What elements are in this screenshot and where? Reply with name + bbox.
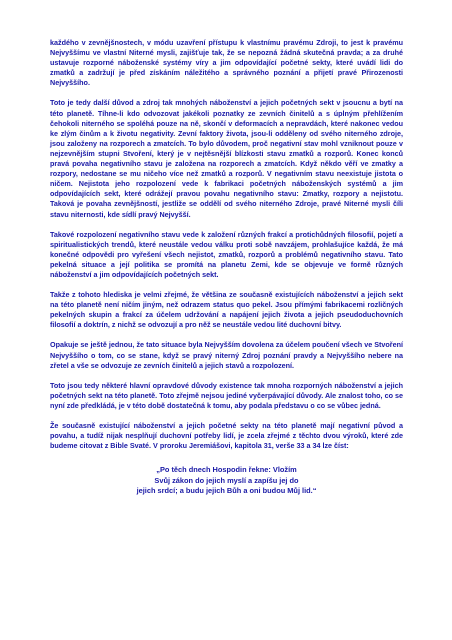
paragraph-1: každého v zevnějšnostech, v módu uzavření přístupu k vlastnímu pravému Zdroji, to jest k pravému Nejvyššímu ve vlastní Niterné mysli, zajišťuje tak, že se nepozná žádná skutečná pravda; a za druhé ustavuje rozporné náboženské systémy víry a jim odpovídající početné sekty, které uvádí lidi do zmatků a zadržují je před získáním náležitého a správného poznání a přijetí pravé Přirozenosti Nejvyššího. — [50, 38, 403, 88]
document-body — [50, 38, 403, 497]
bible-quote — [50, 465, 403, 496]
quote-line-1: „Po těch dnech Hospodin řekne: Vložím — [156, 465, 297, 475]
paragraph-5: Opakuje se ještě jednou, že tato situace byla Nejvyšším dovolena za účelem poučení všech ve Stvoření Nejvyššího o tom, co se stane, když se pravý niterný Zdroj poznání pravdy a Nejvyššího nebere na zřetel a vše se odvozuje ze zevních činitelů a jejich stavů a rozpolození. — [50, 340, 403, 370]
quote-line-2: Svůj zákon do jejich myslí a zapíšu jej do — [154, 475, 299, 485]
paragraph-7: Že současně existující náboženství a jejich početné sekty na této planetě mají negativní původ a povahu, a tudíž nijak nesplňují duchovní potřeby lidí, je zcela zřejmé z těchto dvou výroků, které zde budeme citovat z Bible Svaté. V proroku Jeremiášovi, kapitola 31, verše 33 a 34 lze číst: — [50, 421, 403, 451]
paragraph-4: Takže z tohoto hlediska je velmi zřejmé, že většina ze současně existujících náboženství a jejich sekt na této planetě není ničím jiným, než odrazem status quo pekel. Jsou přímými fabrikacemi rozličných pekelných skupin a frakcí za účelem udržování a napájení jejich života a jejich pseudoduchovních filosofií a doktrín, z nichž se odvozují a pro něž se neustále vedou lité duchovní bitvy. — [50, 290, 403, 330]
paragraph-3: Takové rozpolození negativního stavu vede k založení různých frakcí a protichůdných filosofií, pojetí a spiritualistických trendů, které neustále vedou válku proti sobě navzájem, prohlašujíce každá, že má konečné odpovědi pro vyřešení všech nejistot, zmatků, rozporů a problémů negativního stavu. Tato pekelná situace a její politika se promítá na planetu Zemi, kde se objevuje ve formě různých náboženství a jim odpovídajících početných sekt. — [50, 229, 403, 279]
quote-line-3: jejich srdcí; a budu jejich Bůh a oni budou Můj lid.“ — [136, 486, 317, 496]
paragraph-6: Toto jsou tedy některé hlavní opravdové důvody existence tak mnoha rozporných náboženství a jejich početných sekt na této planetě. Toto zřejmě nejsou jediné vyčerpávající důvody. Ale znalost toho, co se nyní zde předkládá, je v této době dostatečná k tomu, aby podala představu o co se vůbec jedná. — [50, 380, 403, 410]
paragraph-2: Toto je tedy další důvod a zdroj tak mnohých náboženství a jejich početných sekt v jsoucnu a bytí na této planetě. Tíhne-li kdo odvozovat jakékoli poznatky ze zevních činitelů a s úplným přehlížením čehokoli niterného se spoléhá pouze na ně, skončí v deformacích a nepravdách, které nakonec vedou ke zlým činům a k životu negativity. Zevní faktory života, jsou-li odděleny od svého niterného zdroje, jsou založeny na rozporech a zmatcích. To bylo důvodem, proč negativní stav mohl vzniknout pouze v nejzevnějším stupni Stvoření, který je v nejtěsnější blízkosti stavu zmatků a rozporů. Konec konců pravá povaha negativního stavu je založena na rozporech a zmatcích. Když někdo věří ve zmatky a rozpory, nedostane se mu ničeho více než zmatků a rozporů. V negativním stavu neexistuje jistota o ničem. Nejistota jeho rozpolození vede k fabrikaci početných náboženských systémů a jim odpovídajících sekt, které odrážejí pravou povahu negativního stavu: Zmatky, rozpory a nejistotu. Taková je povaha zevnějšností, jestliže se oddělí od svého niterného Zdroje, pravé Niterné mysli číli stavu niternosti, kde sídlí pravý Nejvyšší. — [50, 98, 403, 219]
